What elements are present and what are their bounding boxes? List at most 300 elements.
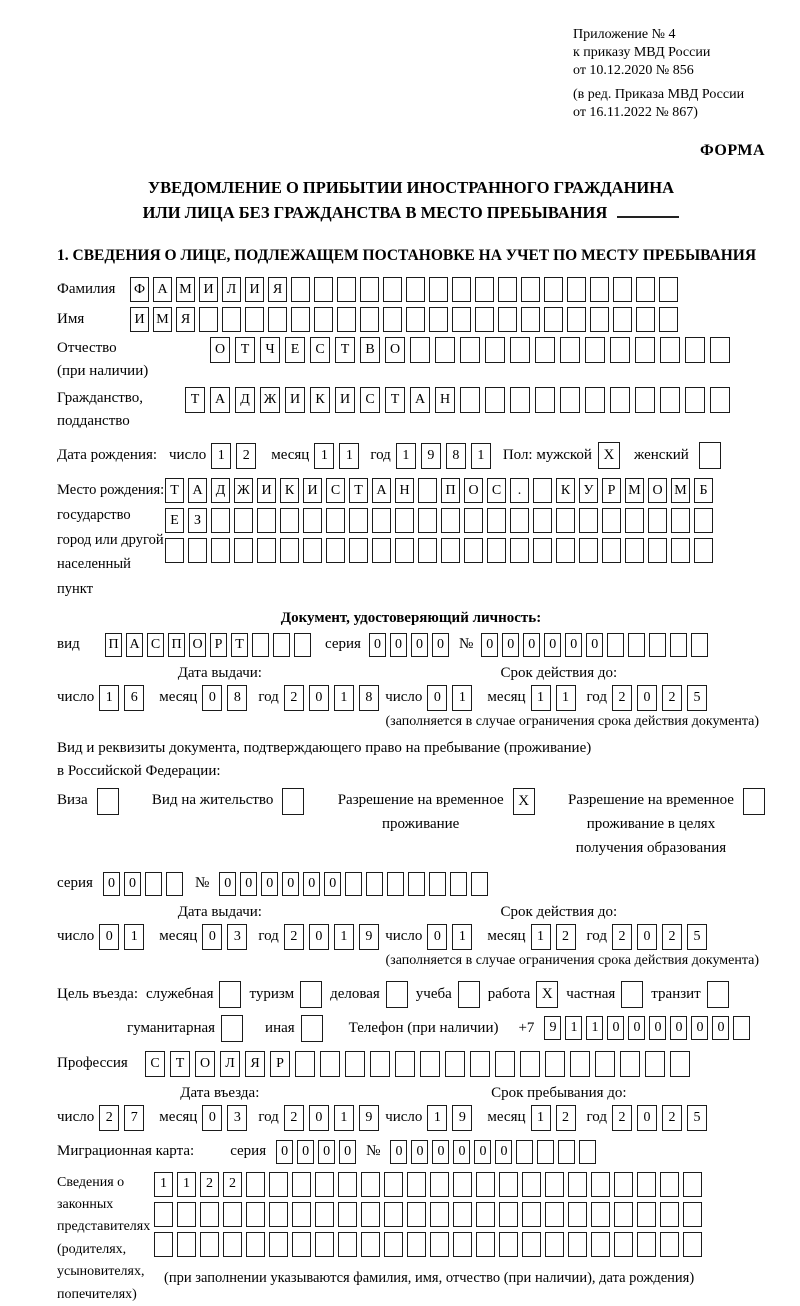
char-cell[interactable]: А [188, 478, 207, 503]
char-cell[interactable] [395, 1051, 415, 1077]
char-cell[interactable] [303, 508, 322, 533]
char-cell[interactable] [510, 387, 530, 413]
char-cell[interactable]: С [145, 1051, 165, 1077]
char-cell[interactable]: 0 [649, 1016, 666, 1040]
char-cell[interactable] [590, 307, 609, 332]
char-cell[interactable] [154, 1232, 173, 1257]
char-cell[interactable]: 0 [586, 633, 603, 657]
char-cell[interactable] [165, 538, 184, 563]
char-cell[interactable] [292, 1202, 311, 1227]
char-cell[interactable]: А [210, 387, 230, 413]
char-cell[interactable]: И [245, 277, 264, 302]
char-cell[interactable]: М [671, 478, 690, 503]
char-cell[interactable] [635, 387, 655, 413]
char-cell[interactable] [406, 307, 425, 332]
char-cell[interactable]: 1 [334, 924, 354, 950]
char-cell[interactable] [360, 307, 379, 332]
char-cell[interactable] [453, 1232, 472, 1257]
char-cell[interactable] [338, 1172, 357, 1197]
char-cell[interactable] [614, 1202, 633, 1227]
char-cell[interactable] [408, 872, 425, 896]
char-cell[interactable] [292, 1232, 311, 1257]
char-cell[interactable] [223, 1232, 242, 1257]
char-cell[interactable] [485, 337, 505, 363]
char-cell[interactable]: К [280, 478, 299, 503]
char-cell[interactable] [595, 1051, 615, 1077]
char-cell[interactable]: 0 [202, 1105, 222, 1131]
char-cell[interactable]: М [176, 277, 195, 302]
char-cell[interactable] [269, 1232, 288, 1257]
char-cell[interactable]: О [648, 478, 667, 503]
char-cell[interactable]: Д [211, 478, 230, 503]
char-cell[interactable] [637, 1232, 656, 1257]
char-cell[interactable]: П [168, 633, 185, 657]
char-cell[interactable] [568, 1172, 587, 1197]
char-cell[interactable]: 8 [359, 685, 379, 711]
char-cell[interactable] [292, 1172, 311, 1197]
char-cell[interactable] [648, 508, 667, 533]
char-cell[interactable] [452, 307, 471, 332]
char-cell[interactable] [671, 538, 690, 563]
char-cell[interactable] [670, 633, 687, 657]
char-cell[interactable]: 9 [452, 1105, 472, 1131]
char-cell[interactable] [430, 1232, 449, 1257]
char-cell[interactable]: 2 [556, 1105, 576, 1131]
char-cell[interactable]: 0 [712, 1016, 729, 1040]
char-cell[interactable] [406, 277, 425, 302]
char-cell[interactable]: 1 [531, 1105, 551, 1131]
char-cell[interactable]: 1 [586, 1016, 603, 1040]
char-cell[interactable] [429, 307, 448, 332]
char-cell[interactable]: 0 [411, 633, 428, 657]
visa-checkbox[interactable] [97, 788, 119, 815]
char-cell[interactable] [407, 1232, 426, 1257]
char-cell[interactable]: 2 [284, 1105, 304, 1131]
char-cell[interactable]: 1 [314, 443, 334, 469]
char-cell[interactable] [314, 307, 333, 332]
purpose-tranzit-checkbox[interactable] [707, 981, 729, 1008]
char-cell[interactable] [648, 538, 667, 563]
char-cell[interactable]: 0 [324, 872, 341, 896]
char-cell[interactable]: 1 [452, 924, 472, 950]
char-cell[interactable]: 1 [177, 1172, 196, 1197]
char-cell[interactable]: 0 [202, 685, 222, 711]
char-cell[interactable] [636, 277, 655, 302]
char-cell[interactable]: А [410, 387, 430, 413]
char-cell[interactable] [303, 538, 322, 563]
char-cell[interactable]: 1 [339, 443, 359, 469]
char-cell[interactable] [579, 508, 598, 533]
char-cell[interactable]: П [441, 478, 460, 503]
char-cell[interactable] [360, 277, 379, 302]
char-cell[interactable] [710, 337, 730, 363]
char-cell[interactable] [420, 1051, 440, 1077]
char-cell[interactable] [533, 508, 552, 533]
char-cell[interactable]: 2 [662, 685, 682, 711]
char-cell[interactable] [245, 307, 264, 332]
char-cell[interactable] [314, 277, 333, 302]
char-cell[interactable]: 1 [154, 1172, 173, 1197]
char-cell[interactable] [384, 1232, 403, 1257]
char-cell[interactable]: Ж [234, 478, 253, 503]
char-cell[interactable] [441, 508, 460, 533]
char-cell[interactable]: 0 [453, 1140, 470, 1164]
char-cell[interactable] [510, 538, 529, 563]
char-cell[interactable]: И [130, 307, 149, 332]
char-cell[interactable] [670, 1051, 690, 1077]
char-cell[interactable]: Т [185, 387, 205, 413]
char-cell[interactable] [429, 872, 446, 896]
char-cell[interactable] [450, 872, 467, 896]
char-cell[interactable] [337, 277, 356, 302]
char-cell[interactable]: 9 [359, 1105, 379, 1131]
char-cell[interactable]: 0 [261, 872, 278, 896]
char-cell[interactable] [613, 277, 632, 302]
char-cell[interactable] [177, 1202, 196, 1227]
char-cell[interactable] [387, 872, 404, 896]
char-cell[interactable] [257, 538, 276, 563]
char-cell[interactable] [533, 478, 552, 503]
char-cell[interactable] [602, 538, 621, 563]
char-cell[interactable] [246, 1202, 265, 1227]
char-cell[interactable]: 0 [309, 924, 329, 950]
char-cell[interactable]: 2 [612, 924, 632, 950]
char-cell[interactable] [537, 1140, 554, 1164]
char-cell[interactable]: З [188, 508, 207, 533]
char-cell[interactable] [660, 1172, 679, 1197]
char-cell[interactable]: Т [235, 337, 255, 363]
char-cell[interactable] [510, 337, 530, 363]
char-cell[interactable] [345, 1051, 365, 1077]
char-cell[interactable] [246, 1232, 265, 1257]
char-cell[interactable] [291, 307, 310, 332]
char-cell[interactable]: 0 [670, 1016, 687, 1040]
char-cell[interactable] [166, 872, 183, 896]
char-cell[interactable] [516, 1140, 533, 1164]
char-cell[interactable] [568, 1202, 587, 1227]
char-cell[interactable] [361, 1172, 380, 1197]
char-cell[interactable]: Т [385, 387, 405, 413]
char-cell[interactable] [607, 633, 624, 657]
char-cell[interactable]: Л [220, 1051, 240, 1077]
char-cell[interactable] [384, 1172, 403, 1197]
char-cell[interactable] [476, 1232, 495, 1257]
char-cell[interactable] [591, 1202, 610, 1227]
char-cell[interactable] [610, 387, 630, 413]
char-cell[interactable]: 0 [427, 924, 447, 950]
char-cell[interactable] [315, 1172, 334, 1197]
char-cell[interactable] [475, 307, 494, 332]
char-cell[interactable] [234, 508, 253, 533]
char-cell[interactable] [372, 538, 391, 563]
char-cell[interactable] [579, 1140, 596, 1164]
char-cell[interactable] [683, 1232, 702, 1257]
char-cell[interactable]: 1 [452, 685, 472, 711]
char-cell[interactable]: С [326, 478, 345, 503]
char-cell[interactable] [269, 1172, 288, 1197]
char-cell[interactable] [591, 1232, 610, 1257]
char-cell[interactable] [418, 538, 437, 563]
char-cell[interactable]: 9 [421, 443, 441, 469]
char-cell[interactable]: Р [602, 478, 621, 503]
char-cell[interactable]: Ф [130, 277, 149, 302]
char-cell[interactable]: 9 [359, 924, 379, 950]
char-cell[interactable]: 0 [390, 1140, 407, 1164]
char-cell[interactable] [560, 337, 580, 363]
purpose-sluzhebnaya-checkbox[interactable] [219, 981, 241, 1008]
char-cell[interactable]: 1 [334, 685, 354, 711]
char-cell[interactable]: 0 [411, 1140, 428, 1164]
char-cell[interactable] [345, 872, 362, 896]
char-cell[interactable]: 0 [544, 633, 561, 657]
char-cell[interactable]: 0 [240, 872, 257, 896]
char-cell[interactable] [445, 1051, 465, 1077]
char-cell[interactable]: Р [270, 1051, 290, 1077]
char-cell[interactable] [222, 307, 241, 332]
char-cell[interactable]: 0 [495, 1140, 512, 1164]
char-cell[interactable]: О [195, 1051, 215, 1077]
purpose-rabota-checkbox[interactable]: X [536, 981, 558, 1008]
char-cell[interactable]: 0 [523, 633, 540, 657]
char-cell[interactable]: 1 [396, 443, 416, 469]
char-cell[interactable] [384, 1202, 403, 1227]
char-cell[interactable] [383, 307, 402, 332]
char-cell[interactable] [636, 307, 655, 332]
char-cell[interactable]: Л [222, 277, 241, 302]
char-cell[interactable] [361, 1232, 380, 1257]
char-cell[interactable]: Е [165, 508, 184, 533]
char-cell[interactable]: 1 [565, 1016, 582, 1040]
char-cell[interactable]: Я [245, 1051, 265, 1077]
char-cell[interactable] [556, 508, 575, 533]
char-cell[interactable] [430, 1202, 449, 1227]
char-cell[interactable] [659, 277, 678, 302]
char-cell[interactable] [560, 387, 580, 413]
char-cell[interactable] [499, 1232, 518, 1257]
char-cell[interactable]: 2 [662, 924, 682, 950]
char-cell[interactable]: 2 [284, 685, 304, 711]
char-cell[interactable] [733, 1016, 750, 1040]
char-cell[interactable]: 0 [481, 633, 498, 657]
char-cell[interactable] [660, 387, 680, 413]
char-cell[interactable] [361, 1202, 380, 1227]
char-cell[interactable] [460, 337, 480, 363]
char-cell[interactable] [602, 508, 621, 533]
char-cell[interactable] [291, 277, 310, 302]
char-cell[interactable] [470, 1051, 490, 1077]
char-cell[interactable]: О [189, 633, 206, 657]
char-cell[interactable] [614, 1172, 633, 1197]
char-cell[interactable] [320, 1051, 340, 1077]
char-cell[interactable]: Т [349, 478, 368, 503]
char-cell[interactable]: 5 [687, 924, 707, 950]
char-cell[interactable] [498, 277, 517, 302]
char-cell[interactable]: 0 [303, 872, 320, 896]
char-cell[interactable] [407, 1172, 426, 1197]
char-cell[interactable] [613, 307, 632, 332]
char-cell[interactable]: 0 [309, 1105, 329, 1131]
char-cell[interactable] [691, 633, 708, 657]
char-cell[interactable] [614, 1232, 633, 1257]
char-cell[interactable]: И [303, 478, 322, 503]
char-cell[interactable]: С [310, 337, 330, 363]
char-cell[interactable] [315, 1202, 334, 1227]
char-cell[interactable] [453, 1202, 472, 1227]
char-cell[interactable] [372, 508, 391, 533]
char-cell[interactable]: Н [435, 387, 455, 413]
char-cell[interactable] [544, 307, 563, 332]
char-cell[interactable]: 0 [432, 1140, 449, 1164]
char-cell[interactable]: Е [285, 337, 305, 363]
char-cell[interactable] [211, 538, 230, 563]
char-cell[interactable]: 0 [339, 1140, 356, 1164]
char-cell[interactable] [545, 1172, 564, 1197]
char-cell[interactable]: Д [235, 387, 255, 413]
char-cell[interactable]: М [153, 307, 172, 332]
char-cell[interactable] [487, 538, 506, 563]
char-cell[interactable]: 0 [390, 633, 407, 657]
char-cell[interactable] [145, 872, 162, 896]
char-cell[interactable]: 0 [637, 685, 657, 711]
char-cell[interactable]: 2 [223, 1172, 242, 1197]
char-cell[interactable]: Ч [260, 337, 280, 363]
char-cell[interactable] [395, 508, 414, 533]
char-cell[interactable]: 1 [531, 685, 551, 711]
char-cell[interactable] [522, 1172, 541, 1197]
char-cell[interactable]: Б [694, 478, 713, 503]
char-cell[interactable] [471, 872, 488, 896]
char-cell[interactable]: 0 [637, 1105, 657, 1131]
char-cell[interactable] [533, 538, 552, 563]
char-cell[interactable]: Т [170, 1051, 190, 1077]
char-cell[interactable]: И [199, 277, 218, 302]
char-cell[interactable]: 1 [471, 443, 491, 469]
char-cell[interactable] [464, 508, 483, 533]
char-cell[interactable]: 0 [99, 924, 119, 950]
char-cell[interactable] [200, 1202, 219, 1227]
char-cell[interactable]: 1 [99, 685, 119, 711]
char-cell[interactable] [568, 1232, 587, 1257]
char-cell[interactable] [635, 337, 655, 363]
char-cell[interactable]: 1 [211, 443, 231, 469]
char-cell[interactable]: 1 [427, 1105, 447, 1131]
char-cell[interactable]: Т [231, 633, 248, 657]
char-cell[interactable] [637, 1202, 656, 1227]
char-cell[interactable]: 0 [297, 1140, 314, 1164]
char-cell[interactable]: С [487, 478, 506, 503]
char-cell[interactable]: 2 [612, 1105, 632, 1131]
char-cell[interactable]: 8 [227, 685, 247, 711]
char-cell[interactable]: Я [176, 307, 195, 332]
char-cell[interactable]: 0 [103, 872, 120, 896]
char-cell[interactable] [315, 1232, 334, 1257]
char-cell[interactable]: . [510, 478, 529, 503]
char-cell[interactable] [338, 1202, 357, 1227]
char-cell[interactable]: 0 [202, 924, 222, 950]
char-cell[interactable] [395, 538, 414, 563]
char-cell[interactable] [610, 337, 630, 363]
char-cell[interactable]: О [464, 478, 483, 503]
char-cell[interactable] [660, 1232, 679, 1257]
char-cell[interactable] [410, 337, 430, 363]
char-cell[interactable] [660, 337, 680, 363]
char-cell[interactable]: 9 [544, 1016, 561, 1040]
char-cell[interactable] [418, 508, 437, 533]
char-cell[interactable]: 1 [124, 924, 144, 950]
char-cell[interactable]: В [360, 337, 380, 363]
char-cell[interactable]: Р [210, 633, 227, 657]
char-cell[interactable] [521, 307, 540, 332]
char-cell[interactable] [545, 1232, 564, 1257]
char-cell[interactable] [326, 538, 345, 563]
char-cell[interactable] [337, 307, 356, 332]
char-cell[interactable]: А [153, 277, 172, 302]
residence-permit-checkbox[interactable] [282, 788, 304, 815]
char-cell[interactable] [685, 337, 705, 363]
char-cell[interactable] [487, 508, 506, 533]
char-cell[interactable]: 0 [565, 633, 582, 657]
char-cell[interactable] [234, 538, 253, 563]
purpose-ucheba-checkbox[interactable] [458, 981, 480, 1008]
char-cell[interactable]: О [210, 337, 230, 363]
char-cell[interactable] [659, 307, 678, 332]
sex-female-checkbox[interactable] [699, 442, 721, 469]
char-cell[interactable] [460, 387, 480, 413]
char-cell[interactable]: 0 [427, 685, 447, 711]
char-cell[interactable] [211, 508, 230, 533]
char-cell[interactable] [521, 277, 540, 302]
char-cell[interactable] [585, 387, 605, 413]
purpose-turizm-checkbox[interactable] [300, 981, 322, 1008]
char-cell[interactable] [591, 1172, 610, 1197]
char-cell[interactable]: О [385, 337, 405, 363]
char-cell[interactable] [556, 538, 575, 563]
char-cell[interactable] [349, 508, 368, 533]
char-cell[interactable] [545, 1202, 564, 1227]
char-cell[interactable]: У [579, 478, 598, 503]
purpose-gumanitarnaya-checkbox[interactable] [221, 1015, 243, 1042]
char-cell[interactable]: 0 [607, 1016, 624, 1040]
char-cell[interactable]: Т [335, 337, 355, 363]
char-cell[interactable] [535, 387, 555, 413]
char-cell[interactable] [452, 277, 471, 302]
char-cell[interactable]: К [556, 478, 575, 503]
char-cell[interactable] [326, 508, 345, 533]
char-cell[interactable] [464, 538, 483, 563]
char-cell[interactable]: 2 [236, 443, 256, 469]
char-cell[interactable] [645, 1051, 665, 1077]
char-cell[interactable] [585, 337, 605, 363]
char-cell[interactable]: 7 [124, 1105, 144, 1131]
char-cell[interactable]: 0 [318, 1140, 335, 1164]
char-cell[interactable] [495, 1051, 515, 1077]
char-cell[interactable]: 0 [124, 872, 141, 896]
char-cell[interactable] [545, 1051, 565, 1077]
char-cell[interactable]: 0 [369, 633, 386, 657]
char-cell[interactable]: 0 [474, 1140, 491, 1164]
char-cell[interactable] [710, 387, 730, 413]
char-cell[interactable] [268, 307, 287, 332]
char-cell[interactable] [453, 1172, 472, 1197]
char-cell[interactable] [694, 538, 713, 563]
char-cell[interactable] [269, 1202, 288, 1227]
char-cell[interactable] [476, 1202, 495, 1227]
char-cell[interactable] [590, 277, 609, 302]
char-cell[interactable]: 0 [219, 872, 236, 896]
purpose-delovaya-checkbox[interactable] [386, 981, 408, 1008]
char-cell[interactable] [637, 1172, 656, 1197]
char-cell[interactable]: 5 [687, 685, 707, 711]
